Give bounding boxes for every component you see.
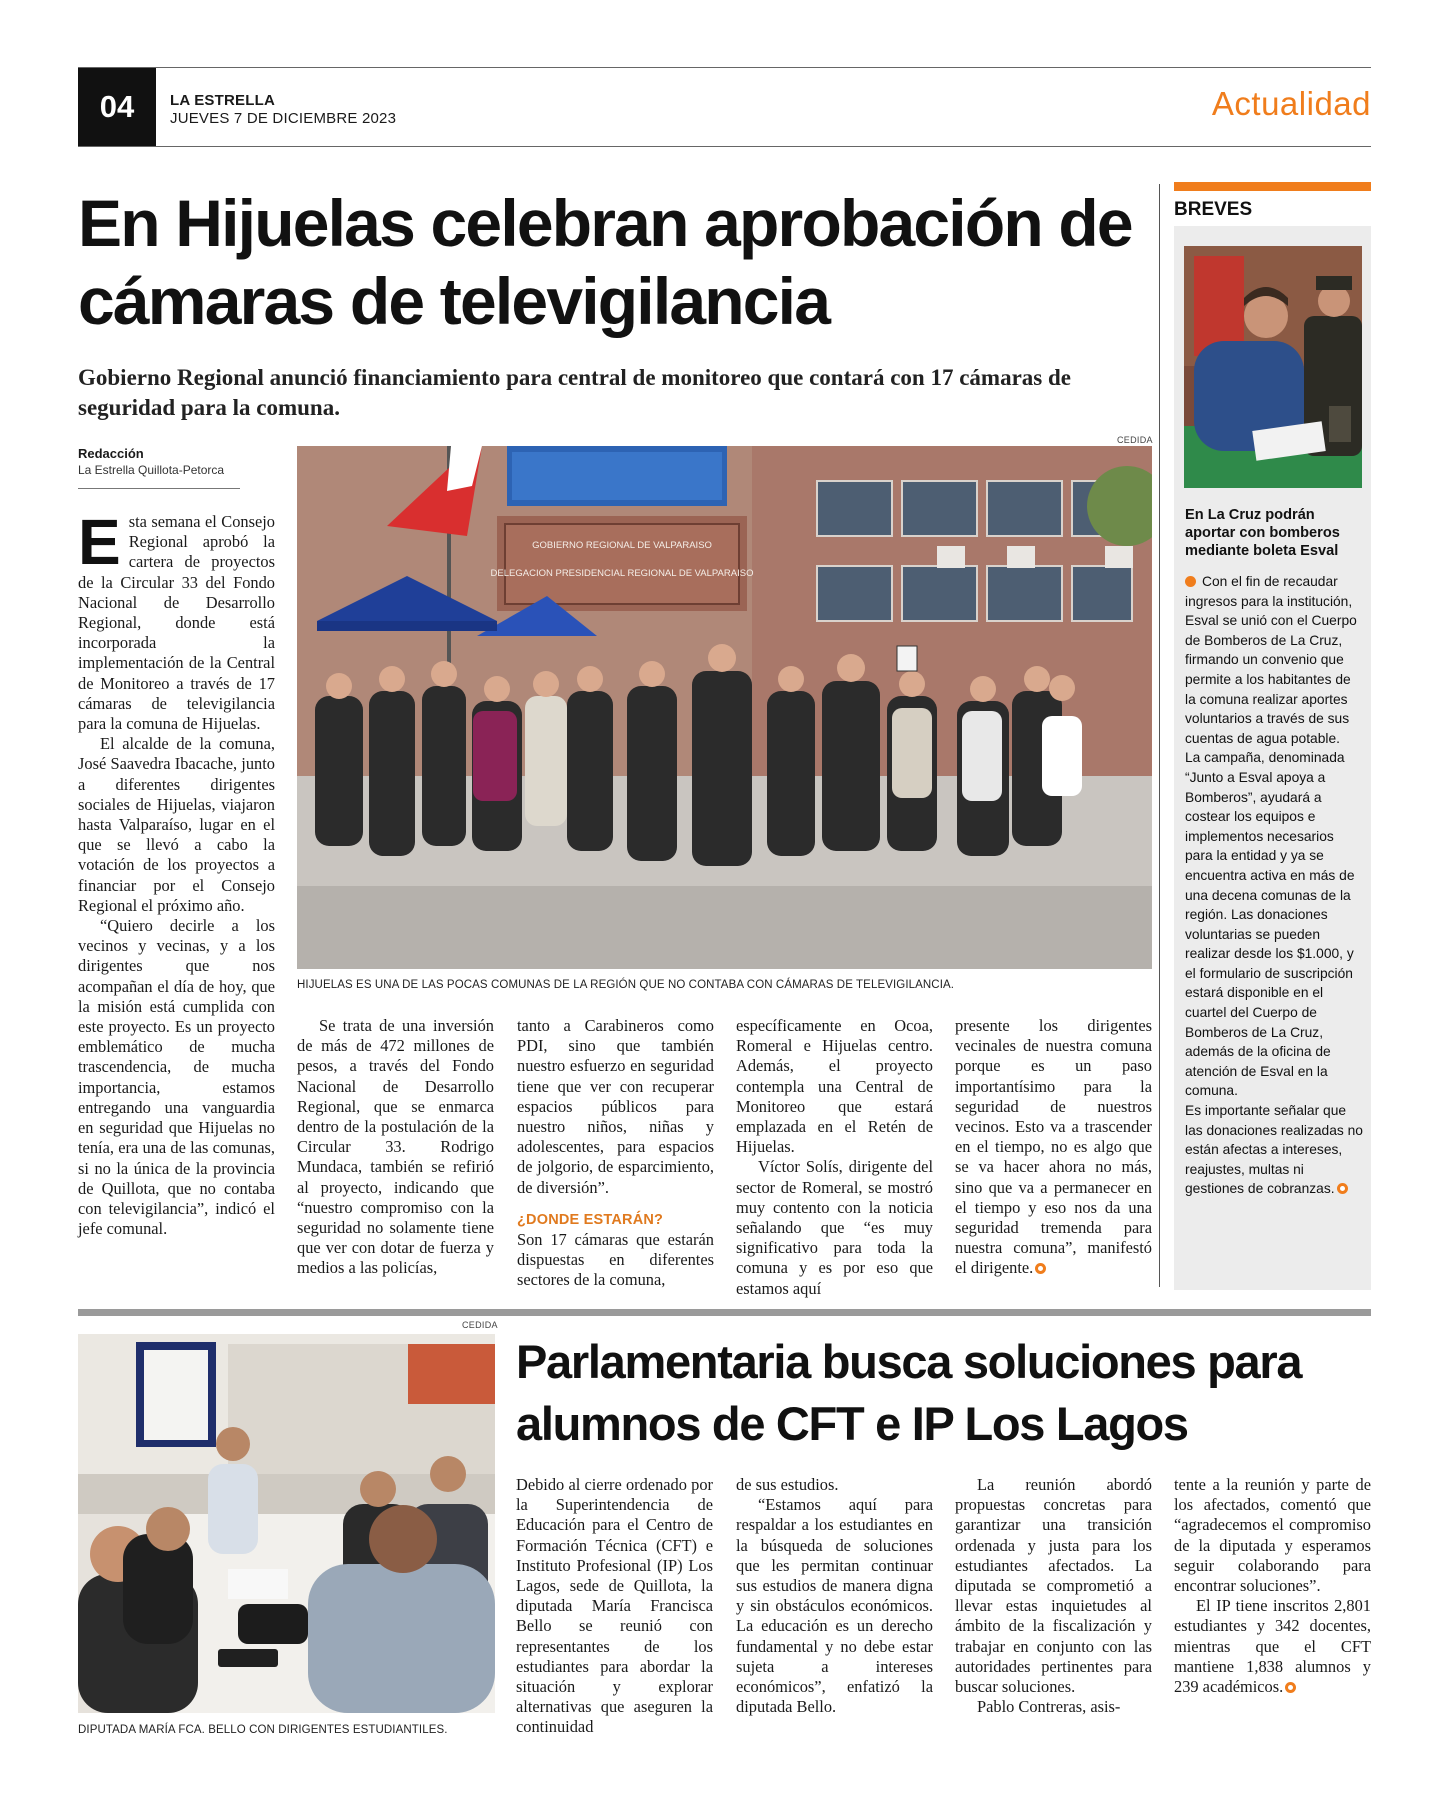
story2-photo-caption: DIPUTADA MARÍA FCA. BELLO CON DIRIGENTES ESTUDIANTILES.: [78, 1724, 448, 1736]
story2-column-3: [955, 1475, 1152, 1717]
story1-subhead: ¿DONDE ESTARÁN?: [517, 1211, 664, 1228]
byline-rule: [78, 488, 240, 489]
story1-column-2: [297, 1016, 494, 1279]
story2-paragraph: tente a la reunión y parte de los afectados, comentó que “agradecemos el compromiso de la diputada y esperamos seguir colaborando para encontrar soluciones”.: [1174, 1475, 1371, 1596]
signing-photo-illustration: [1184, 246, 1362, 488]
story-divider: [78, 1309, 1371, 1316]
story1-paragraph: Víctor Solís, dirigente del sector de Romeral, se mostró muy contento con la noticia señalando que “es muy significativo para toda la comuna y es por eso que estamos aquí: [736, 1157, 933, 1298]
story1-column-4: [736, 1016, 933, 1299]
story2-photo: [78, 1334, 495, 1713]
page-number: 04: [78, 68, 156, 146]
breves-headline: En La Cruz podrán aportar con bomberos mediante boleta Esval: [1185, 507, 1340, 559]
breves-photo: [1184, 246, 1362, 488]
main-headline: En Hijuelas celebran aprobación de cámaras de televigilancia: [78, 186, 1132, 338]
story2-column-1: [516, 1475, 713, 1738]
breves-body: [1185, 572, 1365, 1199]
bullet-icon: [1185, 576, 1196, 587]
main-photo: [297, 446, 1152, 969]
end-of-story-icon: [1337, 1183, 1348, 1194]
story2-paragraph: de sus estudios.: [736, 1475, 839, 1494]
newspaper-name: LA ESTRELLA: [170, 92, 275, 109]
breves-paragraph: Es importante señalar que las donaciones realizadas no están afectas a intereses, reajustes, multas ni gestiones de cobranzas.: [1185, 1103, 1363, 1197]
story1-paragraph: tanto a Carabineros como PDI, sino que también nuestro esfuerzo en seguridad tiene que ver con recuperar espacios públicos para nuestro niños, niñas y adolescentes, para espacios de jolgorio, de esparcimiento, de diversión”.: [517, 1016, 714, 1197]
end-of-story-icon: [1285, 1682, 1296, 1693]
story1-paragraph: presente los dirigentes vecinales de nuestra comuna porque es un paso importantísimo para la seguridad de nuestros vecinos. Esto va a trascender en el tiempo, no es algo que se va hacer ahora no más, sino que va a permanecer en el tiempo y eso nos da una seguridad tremenda para nuestra comuna”, manifestó el dirigente.: [955, 1016, 1152, 1278]
story2-paragraph: “Estamos aquí para respaldar a los estudiantes en la búsqueda de soluciones que les permitan continuar sus estudios de manera digna y sin obstáculos económicos. La educación es un derecho fundamental y no debe estar sujeta a intereses económicos”, enfatizó la diputada Bello.: [736, 1495, 933, 1717]
header-top-rule: [78, 67, 1371, 68]
building-sign-1: GOBIERNO REGIONAL DE VALPARAISO: [532, 540, 712, 551]
story2-headline: Parlamentaria busca soluciones para alumnos de CFT e IP Los Lagos: [516, 1335, 1302, 1450]
story2-column-4: [1174, 1475, 1371, 1697]
breves-title: BREVES: [1174, 199, 1253, 220]
photo-credit-2: CEDIDA: [462, 1320, 498, 1330]
story1-paragraph: “Quiero decirle a los vecinos y vecinas, y a los dirigentes que nos acompañan el día de hoy, que la misión está cumplida con este proyecto. Es un proyecto emblemático de mucha trascendencia, de mucha importancia, estamos entregando una vanguardia en seguridad que Hijuelas no tenía, era una de las comunas, si no la única de la provincia de Quillota, que no contaba con televigilancia”, indicó el jefe comunal.: [78, 916, 275, 1239]
story1-paragraph: sta semana el Consejo Regional aprobó la cartera de proyectos de la Circular 33 del Fondo Nacional de Desarrollo Regional, donde está incorporada la implementación de la Central de Monitoreo a través de 17 cámaras de televigilancia para la comuna de Hijuelas.: [78, 512, 275, 734]
section-label: Actualidad: [1211, 85, 1371, 122]
story1-column-1: [78, 506, 275, 1239]
group-photo-illustration: [297, 446, 1152, 969]
photo-credit: CEDIDA: [1117, 435, 1153, 445]
story2-column-2: [736, 1475, 933, 1717]
story2-paragraph: Debido al cierre ordenado por la Superintendencia de Educación para el Centro de Formación Técnica (CFT) e Instituto Profesional (IP) Los Lagos, sede de Quillota, la diputada María Francisca Bello se reunió con representantes de los estudiantes para abordar la situación y explorar alternativas que aseguren la continuidad: [516, 1475, 713, 1737]
story1-paragraph: Se trata de una inversión de más de 472 millones de pesos, a través del Fondo Nacional de Desarrollo Regional, que se enmarca dentro de la postulación de la Circular 33. Rodrigo Mundaca, también se refirió al proyecto, indicando que “nuestro compromiso con la seguridad no solamente tiene que ver con dotar de fuerza y medios a las policías,: [297, 1016, 494, 1278]
main-deck: Gobierno Regional anunció financiamiento para central de monitoreo que contará con 17 cámaras de seguridad para la comuna.: [78, 365, 1071, 420]
story1-paragraph: específicamente en Ocoa, Romeral e Hijuelas centro. Además, el proyecto contempla una Central de Monitoreo que estará emplazada en el Retén de Hijuelas.: [736, 1016, 933, 1157]
byline-publication: La Estrella Quillota-Petorca: [78, 463, 225, 477]
header-bottom-rule: [78, 146, 1371, 147]
story2-paragraph: El IP tiene inscritos 2,801 estudiantes y 342 docentes, mientras que el CFT mantiene 1,838 alumnos y 239 académicos.: [1174, 1596, 1371, 1697]
breves-accent-bar: [1174, 182, 1371, 191]
breves-paragraph: La campaña, denominada “Junto a Esval apoya a Bomberos”, ayudará a costear los equipos e implementos necesarios para la entidad y ya se encuentra activa en más de una decena comunas de la región. Las donaciones voluntarias se pueden realizar desde los $1.000, y el formulario de suscripción estará disponible en el cuartel del Cuerpo de Bomberos de La Cruz, además de la oficina de atención de Esval en la comuna.: [1185, 750, 1355, 1099]
breves-paragraph: Con el fin de recaudar ingresos para la institución, Esval se unió con el Cuerpo de Bomberos de La Cruz, firmando un convenio que permite a los habitantes de la comuna realizar aportes voluntarios a través de sus cuentas de agua potable.: [1185, 574, 1357, 746]
story2-paragraph: Pablo Contreras, asis-: [977, 1697, 1121, 1717]
story2-paragraph: La reunión abordó propuestas concretas para garantizar una transición ordenada y justa para los estudiantes afectados. La diputada se comprometió a llevar estas inquietudes al ámbito de la fiscalización y trabajar en conjunto con las autoridades pertinentes para buscar soluciones.: [955, 1475, 1152, 1697]
sidebar-rule: [1159, 184, 1160, 1287]
byline-author: Redacción: [78, 446, 144, 461]
story1-column-5: [955, 1016, 1152, 1279]
end-of-story-icon: [1035, 1263, 1046, 1274]
story1-paragraph: Son 17 cámaras que estarán dispuestas en diferentes sectores de la comuna,: [517, 1230, 714, 1290]
drop-cap: E: [78, 506, 121, 578]
story1-paragraph: El alcalde de la comuna, José Saavedra Ibacache, junto a diferentes dirigentes sociales de Hijuelas, viajaron hasta Valparaíso, lugar en el que se llevó a cabo la votación de los proyectos a financiar por el Consejo Regional el próximo año.: [78, 734, 275, 915]
story1-column-3: [517, 1016, 714, 1291]
meeting-photo-illustration: [78, 1334, 495, 1713]
issue-date: JUEVES 7 DE DICIEMBRE 2023: [170, 110, 397, 127]
main-photo-caption: HIJUELAS ES UNA DE LAS POCAS COMUNAS DE LA REGIÓN QUE NO CONTABA CON CÁMARAS DE TELEVIGILANCIA.: [297, 979, 955, 991]
building-sign-2: DELEGACION PRESIDENCIAL REGIONAL DE VALPARAISO: [490, 568, 754, 579]
